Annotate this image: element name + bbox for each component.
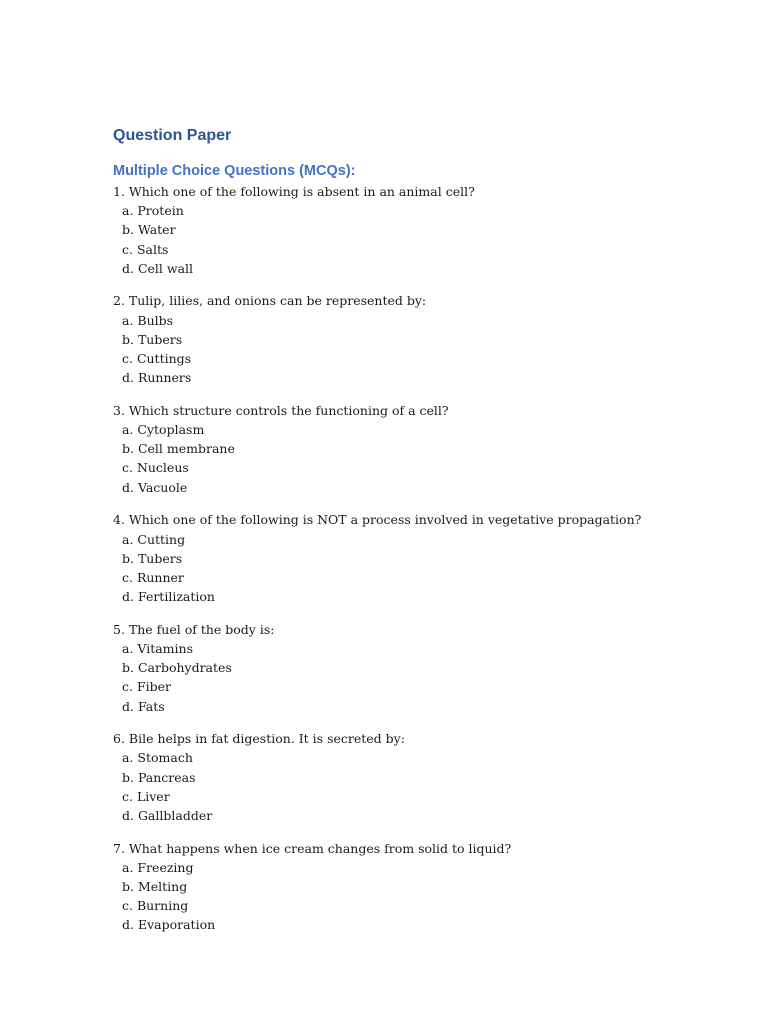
option-b: b. Tubers bbox=[122, 331, 183, 347]
question-item bbox=[113, 510, 733, 606]
option-c: c. Burning bbox=[122, 898, 189, 914]
option-d: d. Cell wall bbox=[122, 260, 194, 276]
option-a: a. Cytoplasm bbox=[122, 422, 205, 438]
option-d: d. Fertilization bbox=[122, 589, 215, 605]
option-d: d. Gallbladder bbox=[122, 807, 213, 823]
option-a: a. Protein bbox=[122, 203, 184, 219]
option-list bbox=[113, 201, 733, 278]
question-text: 5. The fuel of the body is: bbox=[113, 621, 275, 637]
question-item bbox=[113, 401, 733, 497]
option-list bbox=[113, 858, 733, 935]
option-b: b. Cell membrane bbox=[122, 441, 235, 457]
question-text: 2. Tulip, lilies, and onions can be represented by: bbox=[113, 293, 427, 309]
option-list bbox=[113, 420, 733, 497]
option-c: c. Salts bbox=[122, 241, 169, 257]
question-item bbox=[113, 839, 733, 935]
question-text: 4. Which one of the following is NOT a process involved in vegetative propagation? bbox=[113, 512, 642, 528]
option-b: b. Melting bbox=[122, 879, 188, 894]
option-a: a. Vitamins bbox=[122, 640, 193, 656]
option-c: c. Runner bbox=[122, 569, 184, 585]
document-title: Question Paper bbox=[113, 127, 232, 144]
option-d: d. Runners bbox=[122, 370, 192, 386]
option-list bbox=[113, 639, 733, 716]
option-c: c. Fiber bbox=[122, 679, 171, 695]
option-d: d. Fats bbox=[122, 698, 165, 714]
question-item bbox=[113, 620, 733, 716]
option-a: a. Bulbs bbox=[122, 312, 174, 328]
option-c: c. Liver bbox=[122, 788, 170, 804]
option-b: b. Carbohydrates bbox=[122, 660, 232, 676]
document-page bbox=[113, 124, 733, 948]
question-text: 3. Which structure controls the functioning of a cell? bbox=[113, 402, 449, 418]
section-heading-mcqs: Multiple Choice Questions (MCQs): bbox=[113, 163, 356, 179]
question-item bbox=[113, 291, 733, 387]
option-a: a. Freezing bbox=[122, 859, 194, 875]
question-item bbox=[113, 182, 733, 278]
question-list bbox=[113, 182, 733, 935]
option-list bbox=[113, 748, 733, 825]
option-d: d. Vacuole bbox=[122, 479, 188, 495]
option-list bbox=[113, 311, 733, 388]
option-c: c. Nucleus bbox=[122, 460, 189, 476]
question-item bbox=[113, 729, 733, 825]
option-b: b. Water bbox=[122, 222, 176, 238]
option-c: c. Cuttings bbox=[122, 351, 192, 366]
option-b: b. Pancreas bbox=[122, 769, 196, 785]
option-b: b. Tubers bbox=[122, 550, 183, 566]
option-d: d. Evaporation bbox=[122, 917, 216, 933]
option-a: a. Stomach bbox=[122, 750, 193, 766]
option-a: a. Cutting bbox=[122, 531, 186, 547]
option-list bbox=[113, 530, 733, 607]
question-text: 6. Bile helps in fat digestion. It is secreted by: bbox=[113, 731, 405, 747]
question-text: 7. What happens when ice cream changes from solid to liquid? bbox=[113, 840, 512, 856]
question-text: 1. Which one of the following is absent in an animal cell? bbox=[113, 184, 475, 199]
